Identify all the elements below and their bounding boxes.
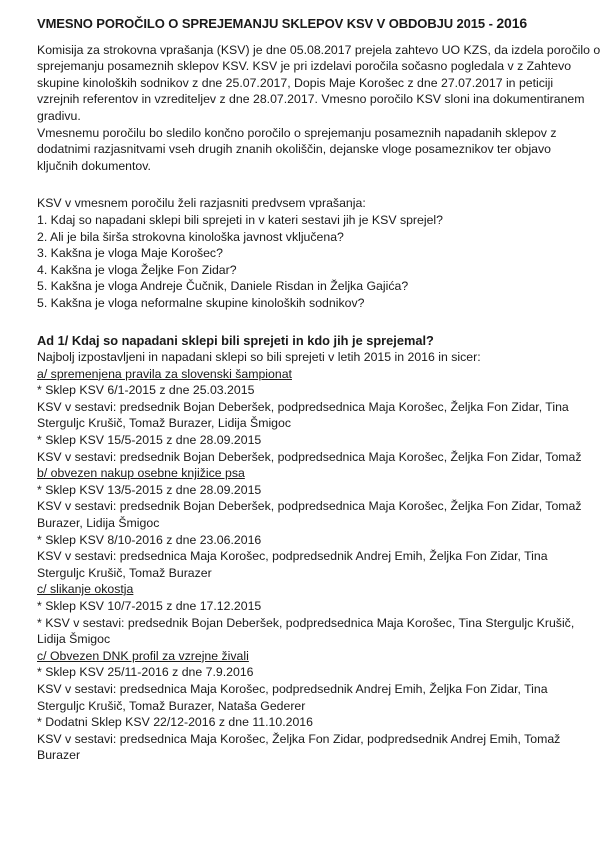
question-item: 5. Kakšna je vloga neformalne skupine kinoloških sodnikov?	[37, 295, 365, 310]
sklep-line: * Dodatni Sklep KSV 22/12-2016 z dne 11.10.2016	[37, 715, 313, 730]
title-text: VMESNO POROČILO O SPREJEMANJU SKLEPOV KSV V OBDOBJU 2015 -	[37, 16, 497, 31]
category-c	[37, 581, 578, 647]
intro-paragraph-1	[37, 42, 600, 125]
text-line: skupine kinoloških sodnikov z dne 25.07.2017, Dopis Maje Korošec z dne 27.07.2017 in peticiji	[37, 75, 554, 90]
document-title	[37, 15, 578, 33]
questions-list	[37, 212, 578, 312]
sklep-line: * Sklep KSV 15/5-2015 z dne 28.09.2015	[37, 433, 262, 448]
title-year: 2016	[496, 15, 528, 31]
questions-intro: KSV v vmesnem poročilu želi razjasniti predvsem vprašanja:	[37, 196, 366, 211]
sestava-line: Sterguljc Krušič, Tomaž Burazer, Lidija Šmigoc	[37, 416, 292, 431]
sestava-line: * KSV v sestavi: predsednik Bojan Deberšek, podpredsednica Maja Korošec, Tina Sterguljc Krušič,	[37, 615, 575, 630]
sestava-line: Sterguljc Krušič, Tomaž Burazer	[37, 565, 212, 580]
sestava-line: Sterguljc Krušič, Tomaž Burazer, Nataša Gederer	[37, 698, 306, 713]
sestava-line: KSV v sestavi: predsednica Maja Korošec, podpredsednik Andrej Emih, Željka Fon Zidar, Tina	[37, 681, 548, 696]
category-b	[37, 465, 582, 581]
intro-paragraph-2	[37, 125, 578, 175]
text-line: sprejemanju posameznih sklepov KSV. KSV je pri izdelavi poročila sočasno pogledala v z Zahtevo	[37, 59, 572, 74]
sestava-line: Burazer, Lidija Šmigoc	[37, 516, 160, 531]
text-line: Komisija za strokovna vprašanja (KSV) je dne 05.08.2017 prejela zahtevo UO KZS, da izdela poročilo o	[37, 42, 600, 57]
sestava-line: KSV v sestavi: predsednik Bojan Deberšek, podpredsednica Maja Korošec, Željka Fon Zidar, Tomaž	[37, 449, 582, 464]
sestava-line: Lidija Šmigoc	[37, 632, 111, 647]
text-line: dodatnimi razjasnitvami vseh drugih znanih okoliščin, dejanske vloge posameznikov ter objavo	[37, 142, 552, 157]
category-label: c/ Obvezen DNK profil za vzrejne živali	[37, 648, 249, 663]
question-item: 4. Kakšna je vloga Željke Fon Zidar?	[37, 262, 237, 277]
sestava-line: KSV v sestavi: predsednik Bojan Deberšek, podpredsednica Maja Korošec, Željka Fon Zidar, Tina	[37, 399, 569, 414]
sklep-line: * Sklep KSV 10/7-2015 z dne 17.12.2015	[37, 599, 262, 613]
sestava-line: KSV v sestavi: predsednica Maja Korošec, Željka Fon Zidar, podpredsednik Andrej Emih, Tomaž	[37, 731, 561, 746]
section-1-heading: Ad 1/ Kdaj so napadani sklepi bili sprejeti in kdo jih je sprejemal?	[37, 332, 434, 348]
sklep-line: * Sklep KSV 8/10-2016 z dne 23.06.2016	[37, 532, 262, 547]
text-line: vzrejnih referentov in vzrediteljev z dne 28.07.2017. Vmesno poročilo KSV sloni ina dokumentiranem	[37, 92, 585, 107]
sklep-line: * Sklep KSV 6/1-2015 z dne 25.03.2015	[37, 383, 255, 398]
text-line: Vmesnemu poročilu bo sledilo končno poročilo o sprejemanju posameznih napadanih sklepov z	[37, 125, 557, 140]
category-label: a/ spremenjena pravila za slovenski šampionat	[37, 366, 292, 381]
question-item: 2. Ali je bila širša strokovna kinološka javnost vključena?	[37, 229, 344, 244]
sestava-line: KSV v sestavi: predsednik Bojan Deberšek, podpredsednica Maja Korošec, Željka Fon Zidar, Tomaž	[37, 499, 582, 514]
category-label: c/ slikanje okostja	[37, 582, 134, 597]
sklep-line: * Sklep KSV 25/11-2016 z dne 7.9.2016	[37, 665, 254, 680]
sestava-line: Burazer	[37, 748, 81, 763]
sklep-line: * Sklep KSV 13/5-2015 z dne 28.09.2015	[37, 482, 262, 497]
category-c-dnk	[37, 648, 578, 764]
text-line: ključnih dokumentov.	[37, 158, 151, 173]
category-a	[37, 366, 582, 466]
sestava-line: KSV v sestavi: predsednica Maja Korošec, podpredsednik Andrej Emih, Željka Fon Zidar, Tina	[37, 549, 548, 564]
section-1-intro: Najbolj izpostavljeni in napadani sklepi so bili sprejeti v letih 2015 in 2016 in sicer:	[37, 350, 481, 365]
question-item: 3. Kakšna je vloga Maje Korošec?	[37, 246, 223, 261]
category-label: b/ obvezen nakup osebne knjižice psa	[37, 466, 245, 481]
question-item: 5. Kakšna je vloga Andreje Čučnik, Daniele Risdan in Željka Gajića?	[37, 279, 409, 294]
question-item: 1. Kdaj so napadani sklepi bili sprejeti in v kateri sestavi jih je KSV sprejel?	[37, 212, 444, 227]
text-line: gradivu.	[37, 108, 81, 123]
